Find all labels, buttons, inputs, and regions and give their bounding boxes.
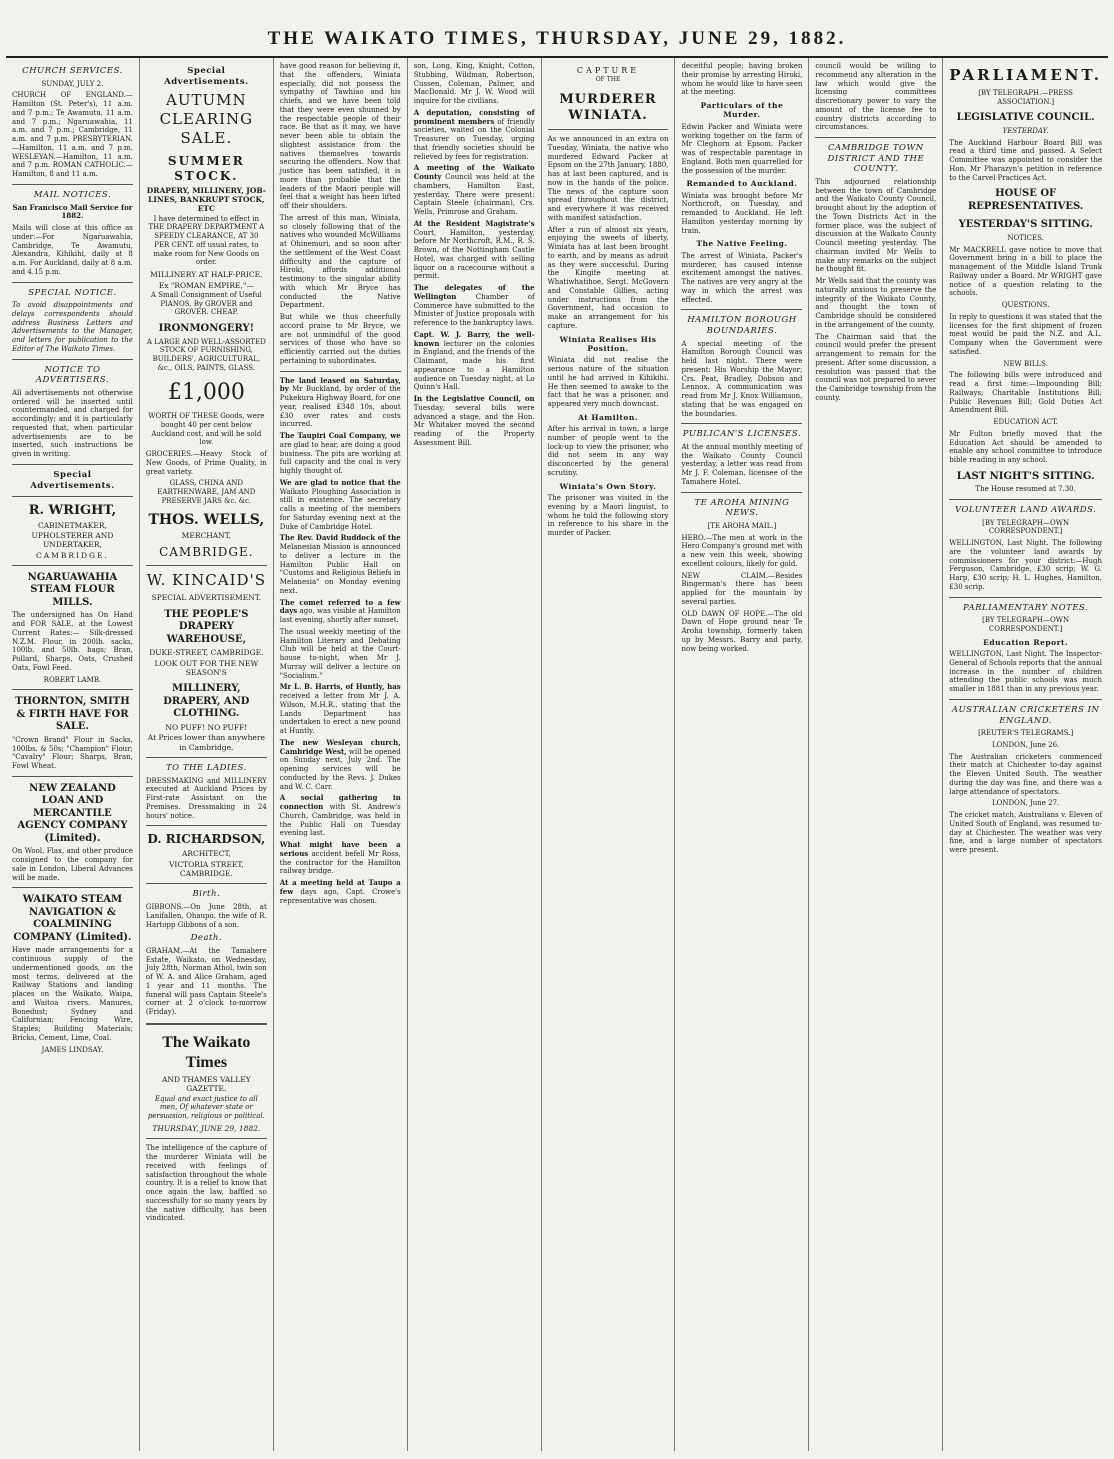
columns xyxy=(6,58,1108,1451)
ladies-text: DRESSMAKING and MILLINERY executed at Auckland Prices by First-rate Assistant on the Premises. Dressmaking in 24 hours' notice. xyxy=(145,776,267,820)
thornton-text: "Crown Brand" Flour in Sacks, 100lbs. & 50s; "Champion" Flour; "Cavalry" Flour; Sharps, Bran, Fowl Wheat. xyxy=(12,735,133,771)
pounds-text: WORTH OF THESE Goods, were bought 40 per cent below Auckland cost, and will be sold low. xyxy=(148,412,265,447)
cricket-text-1: The Australian cricketers commenced their match at Chichester to-day against the Eleven United South. The weather during the day was fine, and there was a large attendance of spectators. xyxy=(949,752,1102,796)
questions-text: In reply to questions it was stated that the licenses for the first shipment of frozen meat would be paid the N.Z. and A.L. Company when the Government were satisfied. xyxy=(949,312,1102,356)
land-heading: The land leased on Saturday, by xyxy=(279,375,401,394)
church-services-text: CHURCH OF ENGLAND.—Hamilton (St. Peter's), 11 a.m. and 7 p.m.; Te Awamutu, 11 a.m. and 7 p.m.; Ngaruawahia, 11 a.m. and 7 p.m.; Cambridge, 11 a.m. and 7 p.m. PRESBYTERIAN.—Hamilton, 11 a.m. and 7 p.m. WESLEYAN.—Hamilton, 11 a.m. and 7 p.m. ROMAN CATHOLIC.—Hamilton, 8 and 11 a.m. xyxy=(12,91,133,179)
wright-trade: CABINETMAKER, UPHOLSTERER AND UNDERTAKER, xyxy=(31,521,114,550)
murderer-headline: MURDERER WINIATA. xyxy=(559,91,657,123)
steam-navigation-text: Have made arrangements for a continuous supply of the undermentioned goods, on the most terms, delivered at the Railway Stations and landing places on the Waikato, Waipa, and Waitoa rivers. Manures, Bonedust; Sydney and Californian; Fencing Wire, Staples; Building Materials; Bricks, Cement, Lime, Coal. xyxy=(12,946,133,1042)
licenses-heading: PUBLICAN'S LICENSES. xyxy=(682,429,802,440)
special-notice-heading: SPECIAL NOTICE. xyxy=(28,287,117,298)
comet-text: ago, was visible at Hamilton last evening, shortly after sunset. xyxy=(279,607,401,624)
capture-of-the: OF THE xyxy=(595,76,621,83)
county-meeting-text: Council was held at the chambers, Hamilton East, yesterday. There were present: Captain Steele (chairman), Crs. Wells, Primrose and Graham. xyxy=(413,173,535,216)
taupiri-heading: The Taupiri Coal Company, we xyxy=(279,431,401,440)
mail-notices-heading: MAIL NOTICES. xyxy=(33,189,112,200)
column-2 xyxy=(140,58,274,1451)
at-hamilton-text: After his arrival in town, a large number of people went to the lock-up to view the prisoner, who did not seem in any way disconcerted by the general scrutiny. xyxy=(547,425,669,477)
groceries-text: GROCERIES.—Heavy Stock of New Goods, of Prime Quality, in great variety. xyxy=(145,450,267,476)
wells-name: THOS. WELLS, xyxy=(148,511,265,528)
house-text: Mr MACKRELL gave notice to move that Government bring in a bill to place the management of the Middle Island Trunk Railway under a Board. Mr WRIGHT gave notice of a question relating to the schools. xyxy=(949,245,1102,298)
capture-arrest: After a run of almost six years, enjoying the sweets of liberty, Winiata has at last been brought to earth, and by means as adroit as they were successful. During the Kingite meeting at Whatiwhatihoe, Sergt. McGovern and Constable Gillies, acting under instructions from the Government, had occasion to make an arrangement for his capture. xyxy=(547,225,669,330)
borough-text: A special meeting of the Hamilton Borough Council was held last night. There were present: His Worship the Mayor; Crs. Peat, Bradley, Dobson and Lennox. A communication was read from Mr J. Knox Williamson, stating that he was engaged on the boundaries. xyxy=(681,339,803,418)
social-heading: A social gathering in connection xyxy=(279,793,401,811)
special-notice-text: To avoid disappointments and delays correspondents should address Business Letters and Advertisements to the Manager, and letters for publication to the Editor of The Waikato Times. xyxy=(12,301,133,353)
steam-mills-text: The undersigned has On Hand and FOR SALE, at the Lowest Current Rates:— Silk-dressed N.Z.M. Flour, in 200lb. sacks, 100lb. and 50lb. bags; Bran, Pollard, Sharps, Oats, Crushed Oats, Fowl Feed. xyxy=(12,611,133,672)
new-claim-text: NEW CLAIM.—Besides Bingerman's there has been applied for the mountain by several parties. xyxy=(681,571,803,606)
taupiri-text: are glad to hear, are doing a good business. The pits are working at full capacity and the coal is very highly thought of. xyxy=(279,440,401,475)
advertisers-notice-text: All advertisements not otherwise ordered will be inserted until countermanded, and charged for accordingly; and it is particularly requested that, when particular advertisements are to be inserted, such instructions be given in writing. xyxy=(12,388,133,459)
column-3 xyxy=(274,58,408,1451)
masthead xyxy=(6,8,1108,58)
new-bills-text: The following bills were introduced and read a first time:—Impounding Bill; Railways; Charitable Institutions Bill; Public Revenues Bill; Gold Duties Act Amendment Bill. xyxy=(949,371,1102,415)
particulars-heading: Particulars of the Murder. xyxy=(700,101,784,120)
ironmongery-heading: IRONMONGERY! xyxy=(158,323,255,335)
wright-place: CAMBRIDGE. xyxy=(36,550,109,560)
col4-opening-text: son, Long, King, Knight, Cotton, Stubbing, Wildman, Robertson, Cussen, Coleman, Palmer, and MacDonald. Mr J. W. Wood will inquire for the civilians. xyxy=(413,62,535,105)
drapery-text: I have determined to effect in THE DRAPERY DEPARTMENT A SPEEDY CLEARANCE, AT 30 PER CENT. off usual rates, to make room for New Goods on order. xyxy=(148,214,265,267)
richardson-name: D. RICHARDSON, xyxy=(147,832,266,847)
realises-text: Winiata did not realise the serious nature of the situation until he had arrived in Kihikihi. He then seemed to awake to the fact that he was a prisoner, and appeared very much downcast. xyxy=(547,356,669,408)
rev-heading: The Rev. David Ruddock of the xyxy=(279,533,401,543)
roman-empire: Ex "ROMAN EMPIRE,"— xyxy=(158,280,254,290)
paper-dateline: THURSDAY, JUNE 29, 1882. xyxy=(152,1123,261,1133)
aroha-sub: [TE AROHA MAIL.] xyxy=(707,521,777,530)
wellington-text: Chamber of Commerce have submitted to the Minister of Justice proposals with reference to the bankruptcy laws. xyxy=(413,292,535,327)
steam-mills-signature: ROBERT LAMB. xyxy=(43,675,102,684)
lowest-prices: At Prices lower than anywhere in Cambridge. xyxy=(147,733,265,752)
mail-subheading: San Francisco Mail Service for 1882. xyxy=(12,202,133,221)
last-nights-sitting: LAST NIGHT'S SITTING. xyxy=(956,470,1095,482)
nzloan-text: On Wool, Flax, and other produce consigned to the company for sale in London, Liberal Advances will be made. xyxy=(12,847,133,882)
aroha-text: HERO.—The men at work in the Hero Company's ground met with a new vein this week, showing excellent colours, likely for gold. xyxy=(681,533,803,568)
ironmongery-text: A LARGE AND WELL-ASSORTED STOCK OF FURNISHING, BUILDERS', AGRICULTURAL, &c., OILS, PAINTS, GLASS. xyxy=(146,337,266,372)
mail-notices-text: Mails will close at this office as under:—For Ngaruawahia, Cambridge, Te Awamutu, Alexandra, Kihikihi, daily at 8 a.m. For Auckland, daily at 8 a.m. and 4.15 p.m. xyxy=(12,224,133,276)
own-story-heading: Winiata's Own Story. xyxy=(559,481,657,491)
advertisers-notice-heading: NOTICE TO ADVERTISERS. xyxy=(35,364,109,386)
church-services-heading: CHURCH SERVICES. xyxy=(22,66,123,76)
thornton-heading: THORNTON, SMITH & FIRTH HAVE FOR SALE. xyxy=(15,696,130,733)
birth-heading: Birth. xyxy=(192,889,221,900)
remanded-heading: Remanded to Auckland. xyxy=(686,179,798,189)
capture-intro: As we announced in an extra on Tuesday, Winiata, the native who murdered Edward Packer at Epsom on the 27th January, 1880, has at last been captured, and is now in the hands of the police. The news of the capture soon spread throughout the district, and everywhere it was received with manifest satisfaction. xyxy=(547,135,669,222)
masthead-title: THE WAIKATO TIMES, THURSDAY, JUNE 29, 1882. xyxy=(267,28,847,49)
lindsay-signature: JAMES LINDSAY. xyxy=(41,1045,104,1054)
lookout-line: LOOK OUT FOR THE NEW SEASON'S xyxy=(154,658,259,677)
warehouse-title: THE PEOPLE'S DRAPERY WAREHOUSE, xyxy=(164,608,249,645)
summer-stock: SUMMER STOCK. xyxy=(167,153,245,183)
wells-cambridge: CAMBRIDGE. xyxy=(159,544,254,559)
rev-text: Melanesian Mission is announced to deliver a lecture in the Hamilton Public Hall on "Customs and Religious Beliefs in Melanesia" on Monday evening next. xyxy=(279,543,401,595)
millinery-clothing: MILLINERY, DRAPERY, AND CLOTHING. xyxy=(163,683,250,720)
parliamentary-notes-sub: [BY TELEGRAPH—OWN CORRESPONDENT.] xyxy=(982,616,1070,633)
ploughing-text: Waikato Ploughing Association is still in existence. The secretary calls a meeting of the members for Saturday evening next at the Duke of Cambridge Hotel. xyxy=(279,487,401,531)
education-act-label: EDUCATION ACT. xyxy=(993,418,1058,426)
huntly-text: received a letter from Mr J. A. Wilson, M.H.R., stating that the Lands Department has undertaken to erect a new pound at Huntly. xyxy=(279,692,401,735)
questions-label: QUESTIONS. xyxy=(1001,301,1050,309)
legislative-council-heading: LEGISLATIVE COUNCIL. xyxy=(956,112,1095,124)
glass-text: GLASS, CHINA AND EARTHENWARE, JAM AND PRESERVE JARS &c. &c. xyxy=(157,479,256,505)
editorial-continued-2: The arrest of this man, Winiata, so closely following that of the natives who wounded McWilliams at Ohinemuri, and so soon after the settlement of the West Coast difficulty and the capture of Hiroki, affords additional testimony to the singular ability with which Mr Bryce has conducted the Native Department. xyxy=(279,213,401,310)
london-date-1: LONDON, June 26. xyxy=(991,740,1060,749)
warehouse-street: DUKE-STREET, CAMBRIDGE. xyxy=(149,648,264,658)
at-hamilton-heading: At Hamilton. xyxy=(578,412,638,422)
yesterdays-sitting: YESTERDAY'S SITTING. xyxy=(958,219,1093,231)
cambridge-district-text-3: The Chairman said that the council would prefer the present arrangement to remain for the present. After some discussion, a resolution was passed that the council was not prepared to sever the Cambridge township from the county. xyxy=(815,332,937,402)
cambridge-district-text: This adjourned relationship between the town of Cambridge and the Waikato County Council, brought about by the adoption of the Town Districts Act in the former place, was the subject of discussion at the Waikato County Council meeting yesterday. The chairman invited Mr Wells to make any remarks on the subject he thought fit. xyxy=(815,177,937,274)
deputation-heading: A deputation, consisting of prominent members xyxy=(413,107,535,126)
column-5 xyxy=(542,58,676,1451)
barry-heading: Capt. W. J. Barry, the well-known xyxy=(413,329,535,348)
volunteer-text: WELLINGTON, Last Night. The following are the volunteer land awards by commissioners for your district:—Hugh Ferguson, Cambridge, £30 scrip; W. G. Harp, £30 scrip; H. L. Hughes, Hamilton, £30 scrip. xyxy=(949,539,1102,591)
volunteer-sub: [BY TELEGRAPH—OWN CORRESPONDENT.] xyxy=(982,518,1070,536)
column-6 xyxy=(675,58,809,1451)
wesleyan-text: will be opened on Sunday next, July 2nd. The opening services will be conducted by the Revs. J. Dukes and W. C. Carr. xyxy=(279,747,401,791)
land-text: Mr Buckland, by order of the Pukekura Highway Board, for one year, realised £348 10s, about £30 over rates and costs incurred. xyxy=(279,385,401,429)
resident-magistrate-heading: At the Resident Magistrate's xyxy=(413,218,535,228)
pianos-text: A Small Consignment of Useful PIANOS, By GROVER and GROVER. CHEAP. xyxy=(150,290,262,317)
yesterday-label: YESTERDAY. xyxy=(1002,126,1049,135)
editorial-continued-1: have good reason for believing it, that the offenders, Winiata especially, did not possess the sympathy of Tawhiao and his chiefs, and we have been told that they were even shunned by the respectable people of their race. Be that as it may, we have never been able to obtain the slightest assistance from the natives themselves towards securing the offenders. Now that justice has been satisfied, it is more than probable that the leaders of the Maori people will feel that a weight has been lifted off their shoulders. xyxy=(279,62,401,210)
particulars-text: Edwin Packer and Winiata were working together on the farm of Mr Cleghorn at Epsom. Packer was of respectable parentage in England. Both men quarrelled for the possession of the murder. xyxy=(681,122,803,175)
church-date: SUNDAY, JULY 2. xyxy=(41,79,104,88)
licenses-text: At the annual monthly meeting of the Waikato County Council yesterday, a letter was read from Mr J. F. Coleman, licensee of the Tamahere Hotel. xyxy=(681,442,803,486)
paper-motto: Equal and exact justice to all men, Of whatever state or persuasion, religious or political. xyxy=(147,1094,265,1121)
paper-title: The Waikato Times xyxy=(162,1033,251,1071)
column-4 xyxy=(408,58,542,1451)
birth-text: GIBBONS.—On June 28th, at Lanifallen, Ohaupo, the wife of R. Hartopp Gibbons of a son. xyxy=(145,903,267,929)
barry-text: lecturer on the colonies in England, and the friends of the Claimant, made his first appearance to a Hamilton audience on Tuesday night, at Lo Quinn's Hall. xyxy=(413,339,535,392)
reuters-label: [REUTER'S TELEGRAMS.] xyxy=(978,729,1074,738)
wells-merchant: MERCHANT, xyxy=(181,531,232,541)
steam-navigation-heading: WAIKATO STEAM NAVIGATION & COALMINING COMPANY (Limited). xyxy=(13,894,132,943)
resident-magistrate-text: Court, Hamilton, yesterday, before Mr Northcroft, R.M., R. S. Brown, of the Nottingham Castle Hotel, was charged with selling liquor on a racecourse without a permit. xyxy=(413,228,535,281)
col7-opening-text: council would be willing to recommend any alteration in the law which would give the licensing committees discretionary power to vary the amount of the license fee to country districts according to circumstances. xyxy=(815,62,937,132)
house-resumed: The House resumed at 7.30. xyxy=(975,485,1076,494)
native-feeling-heading: The Native Feeling. xyxy=(696,239,788,249)
taupo-text: days ago, Capt. Crowe's representative was chosen. xyxy=(279,887,401,905)
steam-mills-heading: NGARUAWAHIA STEAM FLOUR MILLS. xyxy=(27,571,118,608)
wellington-heading: The delegates of the Wellington xyxy=(413,283,535,301)
wesleyan-heading: The new Wesleyan church, Cambridge West, xyxy=(279,737,401,756)
deputation-text: of friendly societies, waited on the Colonial Treasurer on Tuesday, urging that friendly societies should be relieved by fees for registration. xyxy=(413,117,535,161)
cricket-text-2: The cricket match, Australians v. Eleven of United South of England, was resumed to-day at Chichester. The weather was very fine, and a large number of spectators were present. xyxy=(949,811,1102,855)
paper-subtitle: AND THAMES VALLEY GAZETTE. xyxy=(161,1074,251,1094)
notices-label: NOTICES. xyxy=(1007,233,1044,242)
richardson-street: VICTORIA STREET, CAMBRIDGE. xyxy=(168,859,244,878)
taupo-heading: At a meeting held at Taupo a few xyxy=(279,878,401,896)
capture-label: CAPTURE xyxy=(576,66,640,75)
own-story-text: The prisoner was visited in the evening by a Maori linguist, to whom he told the following story in reference to his share in the murder of Packer. xyxy=(547,494,669,537)
millinery-half: MILLINERY AT HALF-PRICE. xyxy=(150,270,263,280)
thousand-pounds: £1,000 xyxy=(167,379,245,405)
realises-heading: Winiata Realises His Position. xyxy=(559,334,657,353)
column-1 xyxy=(6,58,140,1451)
death-text: GRAHAM.—At the Tamahere Estate, Waikato, on Wednesday, July 28th, Norman Athol, twin son of W. A. and Alice Graham, aged 1 year and 11 months. The funeral will pass Captain Steele's corner at 2 o'clock to-morrow (Friday). xyxy=(145,946,267,1017)
cambridge-district-text-2: Mr Wells said that the county was naturally anxious to preserve the integrity of the Waikato County, and thought the town of Cambridge should be considered in the arrangement of the county. xyxy=(815,277,937,329)
special-ads-heading: Special Advertisements. xyxy=(30,469,115,491)
volunteer-heading: VOLUNTEER LAND AWARDS. xyxy=(954,505,1097,515)
cricketers-heading: AUSTRALIAN CRICKETERS IN ENGLAND. xyxy=(951,704,1100,726)
parliament-heading: PARLIAMENT. xyxy=(949,66,1102,84)
column-7 xyxy=(809,58,943,1451)
native-feeling-text: The arrest of Winiata, Packer's murderer, has caused intense excitement amongst the natives. The natives are very angry at the way in which the arrest was effected. xyxy=(681,251,803,304)
accident-heading: What might have been a serious xyxy=(279,840,401,858)
comet-heading: The comet referred to a few days xyxy=(279,597,401,616)
kincaid-name: W. KINCAID'S xyxy=(146,570,266,589)
editorial-continued-3: But while we thus cheerfully accord praise to Mr Bryce, we are not unmindful of the good services of those who have so efficiently carried out the duties pertaining to subordinates. xyxy=(279,313,401,365)
education-act-text: Mr Fulton briefly moved that the Education Act should be amended to enable any school committee to introduce bible reading in any school. xyxy=(949,429,1102,464)
wright-name: R. WRIGHT, xyxy=(28,503,117,519)
cambridge-district-heading: CAMBRIDGE TOWN DISTRICT AND THE COUNTY. xyxy=(827,143,925,175)
ladies-heading: TO THE LADIES. xyxy=(165,762,247,773)
death-heading: Death. xyxy=(190,933,223,944)
no-puff: NO PUFF! NO PUFF! xyxy=(165,722,248,732)
legislative-text: Tuesday, several bills were advanced a stage, and the Hon. Mr Whitaker moved the second reading of the Property Assessment Bill. xyxy=(413,403,535,447)
legislative-heading: In the Legislative Council, on xyxy=(413,394,535,403)
accident-text: accident befell Mr Ross, the contractor for the Hamilton railway bridge. xyxy=(279,849,401,876)
ploughing-heading: We are glad to notice that the xyxy=(279,477,401,487)
new-bills-label: NEW BILLS. xyxy=(1003,359,1048,368)
col6-opening-text: deceitful people; having broken their promise by arresting Hiroki, whom he would like to have seen at the meeting. xyxy=(681,62,803,97)
borough-heading: HAMILTON BOROUGH BOUNDARIES. xyxy=(687,315,797,336)
special-ads-heading-2: Special Advertisements. xyxy=(164,66,249,87)
education-report-text: WELLINGTON, Last Night. The Inspector-General of Schools reports that the annual increase in the number of children attending the public schools was much smaller in 1881 than in any previous year. xyxy=(949,650,1102,694)
education-report-heading: Education Report. xyxy=(983,637,1069,647)
house-heading: HOUSE OF REPRESENTATIVES. xyxy=(967,188,1084,212)
huntly-heading: Mr L. B. Harris, of Huntly, has xyxy=(279,682,401,692)
parliamentary-notes-heading: PARLIAMENTARY NOTES. xyxy=(963,602,1089,613)
richardson-architect: ARCHITECT, xyxy=(181,849,231,859)
press-association: [BY TELEGRAPH.—PRESS ASSOCIATION.] xyxy=(978,88,1073,106)
editorial-text: The intelligence of the capture of the murderer Winiata will be received with feelings of satisfaction throughout the whole country. It is a relief to know that once again the law, baffled so successfully for so many years by the native difficulty, has been vindicated. xyxy=(145,1144,267,1223)
nzloan-heading: NEW ZEALAND LOAN AND MERCANTILE AGENCY COMPANY (Limited). xyxy=(17,782,128,844)
london-date-2: LONDON, June 27. xyxy=(991,799,1060,808)
drapery-line: DRAPERY, MILLINERY, JOB-LINES, BANKRUPT STOCK, ETC xyxy=(146,185,266,214)
aroha-heading: TE AROHA MINING NEWS. xyxy=(694,497,790,519)
dawn-of-hope-text: OLD DAWN OF HOPE.—The old Dawn of Hope ground near Te Aroha township, formerly taken up by Messrs. Barry and party, now being worked. xyxy=(681,609,803,653)
remanded-text: Winiata was brought before Mr Northcroft, on Tuesday, and remanded to Auckland. He left Hamilton yesterday morning by train. xyxy=(681,191,803,235)
weekly-meeting-text: The usual weekly meeting of the Hamilton Literary and Debating Club will be held at the Court-house to-night, when Mr J. Murray will deliver a lecture on "Socialism." xyxy=(279,627,401,680)
kincaid-sub: SPECIAL ADVERTISEMENT. xyxy=(151,593,262,603)
legislative-council-text: The Auckland Harbour Board Bill was read a third time and passed. A Select Committee was appointed to consider the Hon. Mr Pharazyn's petition in reference to the Carvel Practices Act. xyxy=(949,138,1102,182)
social-text: with St. Andrew's Church, Cambridge, was held in the Public Hall on Tuesday evening last. xyxy=(279,803,401,838)
county-meeting-heading: A meeting of the Waikato County xyxy=(413,163,535,181)
autumn-clearing-sale: AUTUMN CLEARING SALE. xyxy=(159,91,254,147)
column-8 xyxy=(943,58,1108,1451)
